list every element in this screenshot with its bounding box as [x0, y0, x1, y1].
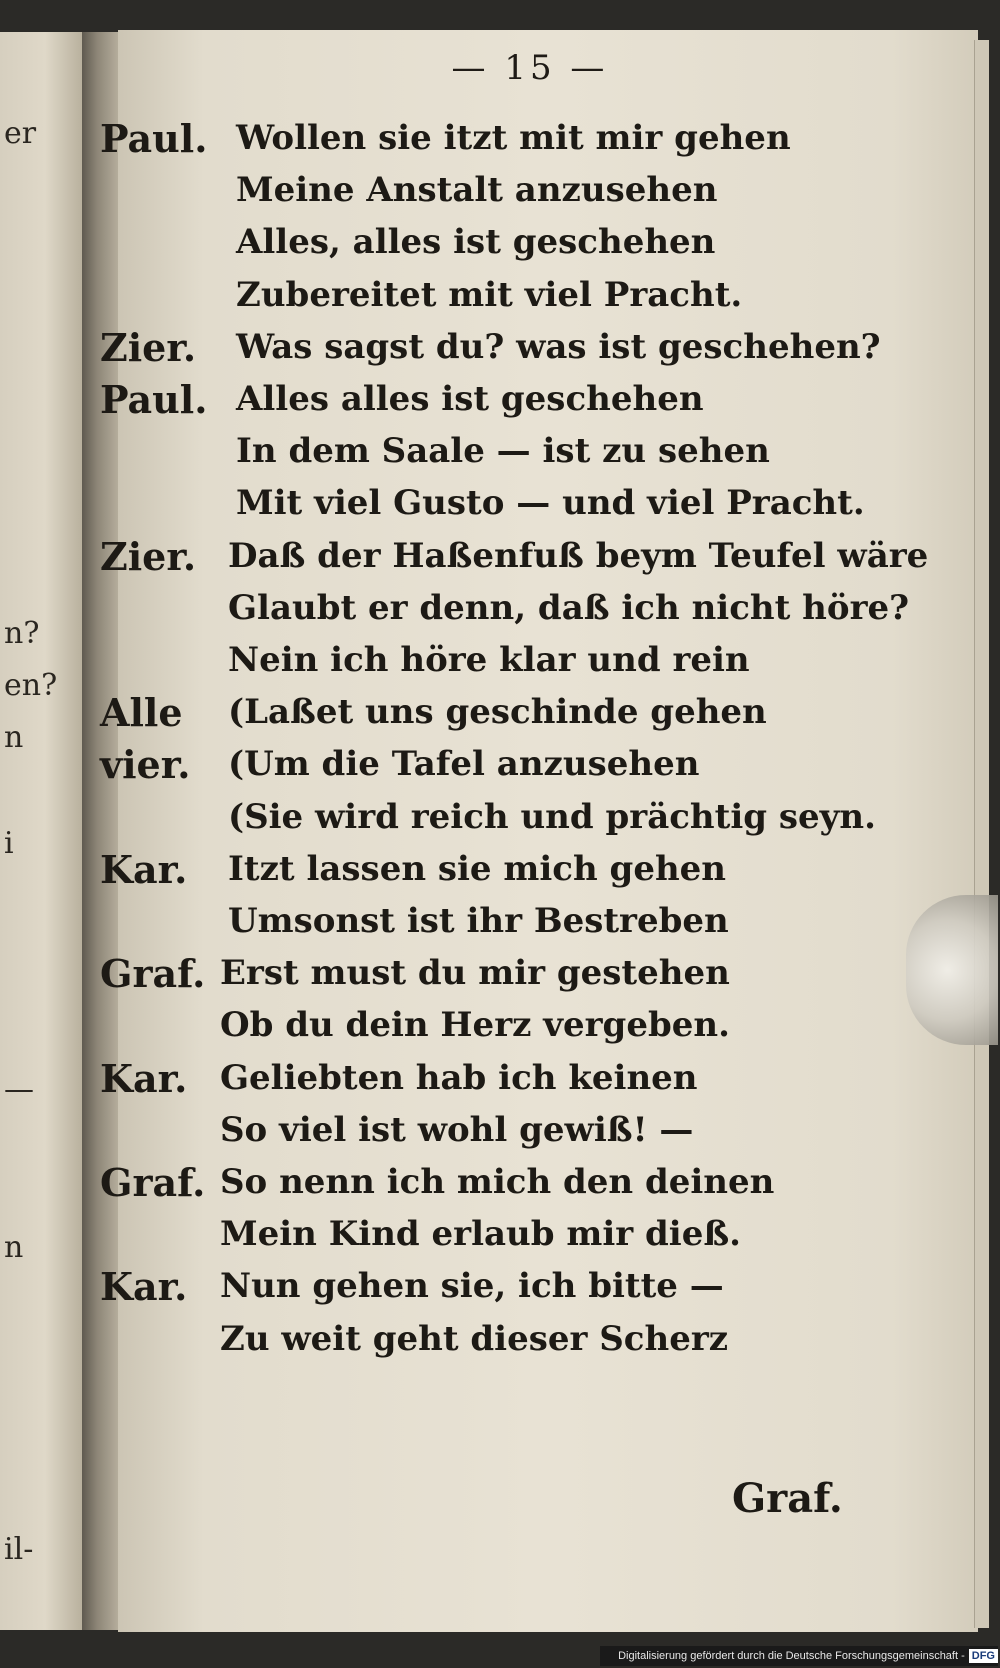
verse-line: Wollen sie itzt mit mir gehen — [236, 118, 791, 158]
verse-line: Erst must du mir gestehen — [220, 953, 730, 993]
verse-line: Itzt lassen sie mich gehen — [228, 849, 727, 889]
verse-line: Meine Anstalt anzusehen — [236, 170, 718, 210]
page-number: — 15 — — [451, 48, 609, 88]
speaker-label: Graf. — [100, 951, 206, 996]
verse-line: So nenn ich mich den deinen — [220, 1162, 775, 1202]
verse-line: Alles alles ist geschehen — [236, 379, 704, 419]
speaker-label: Kar. — [100, 1264, 188, 1309]
speaker-label: Alle — [100, 690, 183, 735]
speaker-label: Graf. — [100, 1160, 206, 1205]
left-fragment: er — [4, 116, 37, 151]
verse-line: So viel ist wohl gewiß! — — [220, 1110, 694, 1150]
verse-line: Zubereitet mit viel Pracht. — [236, 275, 743, 315]
verse-line: Ob du dein Herz vergeben. — [220, 1005, 730, 1045]
left-fragment: i — [4, 826, 14, 861]
left-page-fragment — [0, 32, 82, 1630]
left-fragment: en? — [4, 668, 58, 703]
verse-line: Daß der Haßenfuß beym Teufel wäre — [228, 536, 929, 576]
left-fragment: il- — [4, 1532, 34, 1567]
left-fragment: n — [4, 1230, 24, 1265]
footer-credit — [600, 1646, 998, 1666]
catchword: Graf. — [732, 1475, 843, 1522]
speaker-label: Paul. — [100, 377, 208, 422]
left-fragment: — — [4, 1072, 34, 1107]
verse-line: Geliebten hab ich keinen — [220, 1058, 698, 1098]
speaker-label: Kar. — [100, 847, 188, 892]
left-fragment: n? — [4, 616, 40, 651]
verse-line: (Sie wird reich und prächtig seyn. — [228, 797, 876, 837]
speaker-label: Zier. — [100, 534, 197, 579]
speaker-label: Zier. — [100, 325, 197, 370]
verse-line: Mein Kind erlaub mir dieß. — [220, 1214, 741, 1254]
page-edge — [974, 40, 989, 1628]
speaker-label: Paul. — [100, 116, 208, 161]
verse-line: (Laßet uns geschinde gehen — [228, 692, 767, 732]
verse-line: Glaubt er denn, daß ich nicht höre? — [228, 588, 910, 628]
verse-line: Nun gehen sie, ich bitte — — [220, 1266, 724, 1306]
verse-line: (Um die Tafel anzusehen — [228, 744, 700, 784]
verse-line: Nein ich höre klar und rein — [228, 640, 750, 680]
page-clip — [906, 895, 998, 1045]
dfg-logo: DFG — [969, 1649, 998, 1663]
verse-line: Alles, alles ist geschehen — [236, 222, 716, 262]
left-fragment: n — [4, 720, 24, 755]
verse-line: Was sagst du? was ist geschehen? — [236, 327, 881, 367]
verse-line: Zu weit geht dieser Scherz — [220, 1319, 729, 1359]
verse-line: In dem Saale — ist zu sehen — [236, 431, 770, 471]
book-gutter — [82, 32, 120, 1630]
verse-line: Mit viel Gusto — und viel Pracht. — [236, 483, 865, 523]
speaker-label: Kar. — [100, 1056, 188, 1101]
footer-text: Digitalisierung gefördert durch die Deutsche Forschungsgemeinschaft - — [618, 1650, 965, 1662]
verse-line: Umsonst ist ihr Bestreben — [228, 901, 729, 941]
speaker-label: vier. — [100, 742, 191, 787]
